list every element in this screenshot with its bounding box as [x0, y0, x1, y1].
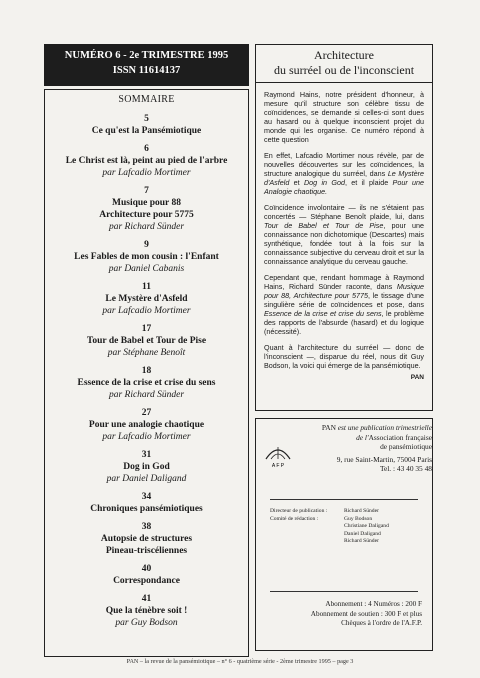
editorial-title-line: du surréel ou de l'inconscient [273, 63, 415, 77]
toc-author: par Daniel Daligand [106, 474, 187, 484]
editorial-paragraph: Raymond Hains, notre président d'honneur, à mesure qu'il structure son célèbre tissu de coïncidences, se demande si celles-ci sont dues au hasard ou à quelque inconscient projet du monde qui les organise. Ce numéro répond à cette question [264, 90, 424, 144]
editorial-title [264, 48, 424, 78]
subscription-line: Chèques à l'ordre de l'A.F.P. [341, 619, 422, 628]
toc-article-title: Architecture pour 5775 [99, 210, 194, 220]
toc-article-title: Dog in God [123, 462, 170, 472]
text-span: , pour une connaissance non dichotomique (Descartes) mais synthétique, fondée tout à la fois sur la connaissance subjective du cerveau droit et sur la connaissance analytique du cerveau gauche. [264, 221, 424, 266]
toc-article-title: Que la ténèbre soit ! [105, 606, 188, 616]
credit-name: Guy Bodson [344, 515, 373, 522]
text-span: PAN [321, 423, 336, 432]
editorial-signature: PAN [410, 374, 424, 381]
toc-article-title: Les Fables de mon cousin : l'Enfant [74, 252, 219, 262]
text-span: , le tissage d'une singulière série de coïncidences et pose, dans [264, 291, 424, 309]
toc-entry [45, 281, 248, 317]
credit-role [270, 531, 344, 539]
italic-title: Dog in God [303, 178, 345, 187]
toc-page-number: 6 [144, 144, 149, 154]
italic-title: Essence de la crise et crise du sens [264, 309, 382, 318]
page-footer: PAN – la revue de la pansémiotique – n° 6 - quatrième série - 2ème trimestre 1995 – page 3 [126, 658, 354, 665]
toc-entry [45, 491, 248, 515]
toc-page-number: 11 [142, 282, 151, 292]
credit-name: Richard Sünder [344, 538, 379, 544]
toc-author: par Stéphane Benoît [107, 348, 186, 358]
editorial-credits [270, 508, 420, 546]
toc-author: par Guy Bodson [115, 618, 178, 628]
toc-author: par Lafcadio Mortimer [102, 432, 191, 442]
text-span: Cependant que, rendant hommage à Raymond Hains, Richard Sünder raconte, dans [264, 273, 424, 291]
editorial-title-line: Architecture [314, 48, 374, 62]
toc-author: par Richard Sünder [108, 222, 185, 232]
publisher-info [286, 423, 432, 474]
publisher-phone: Tel. : 43 40 35 48 [379, 464, 432, 474]
credit-name: Daniel Daligand [344, 530, 381, 537]
toc-page-number: 7 [144, 186, 149, 196]
toc-author: par Daniel Cabanis [108, 264, 185, 274]
toc-article-title: Musique pour 88 [112, 198, 181, 208]
toc-entry [45, 365, 248, 401]
publisher-line [286, 423, 432, 433]
toc-article-title: Ce qu'est la Pansémiotique [91, 126, 202, 136]
text-span: , le problème des rapports de l'absurde (hasard) et du logique (nécessité). [264, 309, 424, 336]
editorial-paragraph [264, 203, 424, 266]
toc-article-title: Autopsie de structures [100, 534, 193, 544]
issue-banner [44, 44, 249, 86]
toc-page-number: 9 [144, 240, 149, 250]
text-span: est une publication trimestrielle [335, 423, 432, 432]
editorial-box [255, 44, 433, 411]
credit-role: Directeur de publication : [270, 508, 328, 514]
toc-entry [45, 449, 248, 485]
divider [270, 499, 418, 500]
subscription-line: Abonnement : 4 Numéros : 200 F [325, 600, 422, 608]
subscription-info [270, 600, 422, 629]
toc-page-number: 31 [141, 450, 152, 460]
toc-page-number: 18 [141, 366, 152, 376]
toc-list [45, 113, 248, 629]
divider [256, 82, 432, 83]
credit-name: Christiane Daligand [344, 523, 389, 529]
toc-article-title: Essence de la crise et crise du sens [77, 378, 216, 388]
toc-article-title: Correspondance [113, 576, 180, 586]
publisher-address: 9, rue Saint-Martin, 75004 Paris [336, 454, 432, 464]
text-span: et [289, 178, 304, 187]
credit-row [270, 523, 420, 531]
toc-page-number: 40 [141, 564, 152, 574]
toc-page-number: 5 [144, 114, 149, 124]
italic-title: Musique pour 88, Architecture pour 5775 [264, 282, 424, 300]
editorial-paragraph [264, 151, 424, 196]
credit-row [270, 531, 420, 539]
toc-author: par Lafcadio Mortimer [102, 306, 191, 316]
subscription-line: Abonnement de soutien : 300 F et plus [310, 609, 422, 618]
credit-row [270, 508, 420, 516]
credit-row [270, 516, 420, 524]
publisher-box [255, 418, 433, 651]
toc-page-number: 17 [141, 324, 152, 334]
toc-entry [45, 239, 248, 275]
toc-article-title: Pineau-triscéliennes [105, 546, 188, 556]
credit-name: Richard Sünder [344, 508, 379, 514]
credit-role [270, 523, 344, 531]
toc-title: SOMMAIRE [118, 94, 175, 105]
toc-article-title: Pour une analogie chaotique [88, 420, 205, 430]
credit-role: Comité de rédaction : [270, 515, 319, 522]
divider [270, 591, 418, 592]
toc-entry [45, 407, 248, 443]
toc-author: par Richard Sünder [108, 390, 185, 400]
credit-row [270, 538, 420, 546]
toc-entry [45, 323, 248, 359]
toc-entry [45, 593, 248, 629]
publisher-line: de pansémiotique [380, 442, 432, 452]
toc-author: par Lafcadio Mortimer [102, 168, 191, 178]
toc-page-number: 34 [141, 492, 152, 502]
text-span: de l' [356, 432, 369, 442]
toc-entry [45, 521, 248, 557]
logo-text: A F P [271, 463, 285, 469]
italic-title: Le Mystère d'Asfeld [264, 169, 424, 187]
credit-role [270, 538, 344, 546]
toc-entry [45, 185, 248, 233]
editorial-paragraph: Quant à l'architecture du surréel — donc de l'inconscient —, disparue du réel, nous dit Guy Bodson, la voici qui émerge de la pansémiotique. [264, 343, 424, 370]
table-of-contents [44, 89, 249, 657]
toc-article-title: Tour de Babel et Tour de Pise [86, 336, 207, 346]
editorial-paragraph [264, 273, 424, 336]
issn: ISSN 11614137 [112, 65, 181, 76]
text-span: Association française [368, 432, 432, 442]
toc-page-number: 41 [141, 594, 152, 604]
text-span: , et il plaide [344, 178, 393, 187]
italic-title: Pour une Analogie chaotique. [264, 178, 425, 196]
publisher-line [286, 433, 432, 443]
toc-page-number: 27 [141, 408, 152, 418]
toc-article-title: Le Mystère d'Asfeld [105, 294, 188, 304]
toc-page-number: 38 [141, 522, 152, 532]
toc-article-title: Chroniques pansémiotiques [90, 504, 203, 514]
toc-entry [45, 113, 248, 137]
text-span: En effet, Lafcadio Mortimer nous révèle, par de nouvelles découvertes sur les coïncidences, la structure analogique du surréel, dans [264, 151, 424, 178]
toc-entry [45, 143, 248, 179]
toc-article-title: Le Christ est là, peint au pied de l'arbre [65, 156, 228, 166]
italic-title: Tour de Babel et Tour de Pise [264, 221, 384, 230]
toc-entry [45, 563, 248, 587]
left-column [44, 44, 249, 657]
text-span: Coïncidence involontaire — ils ne s'étaient pas concertés — Stéphane Benoît plaide, lui, dans [264, 203, 424, 221]
issue-number: NUMÉRO 6 - 2e TRIMESTRE 1995 [64, 50, 229, 61]
